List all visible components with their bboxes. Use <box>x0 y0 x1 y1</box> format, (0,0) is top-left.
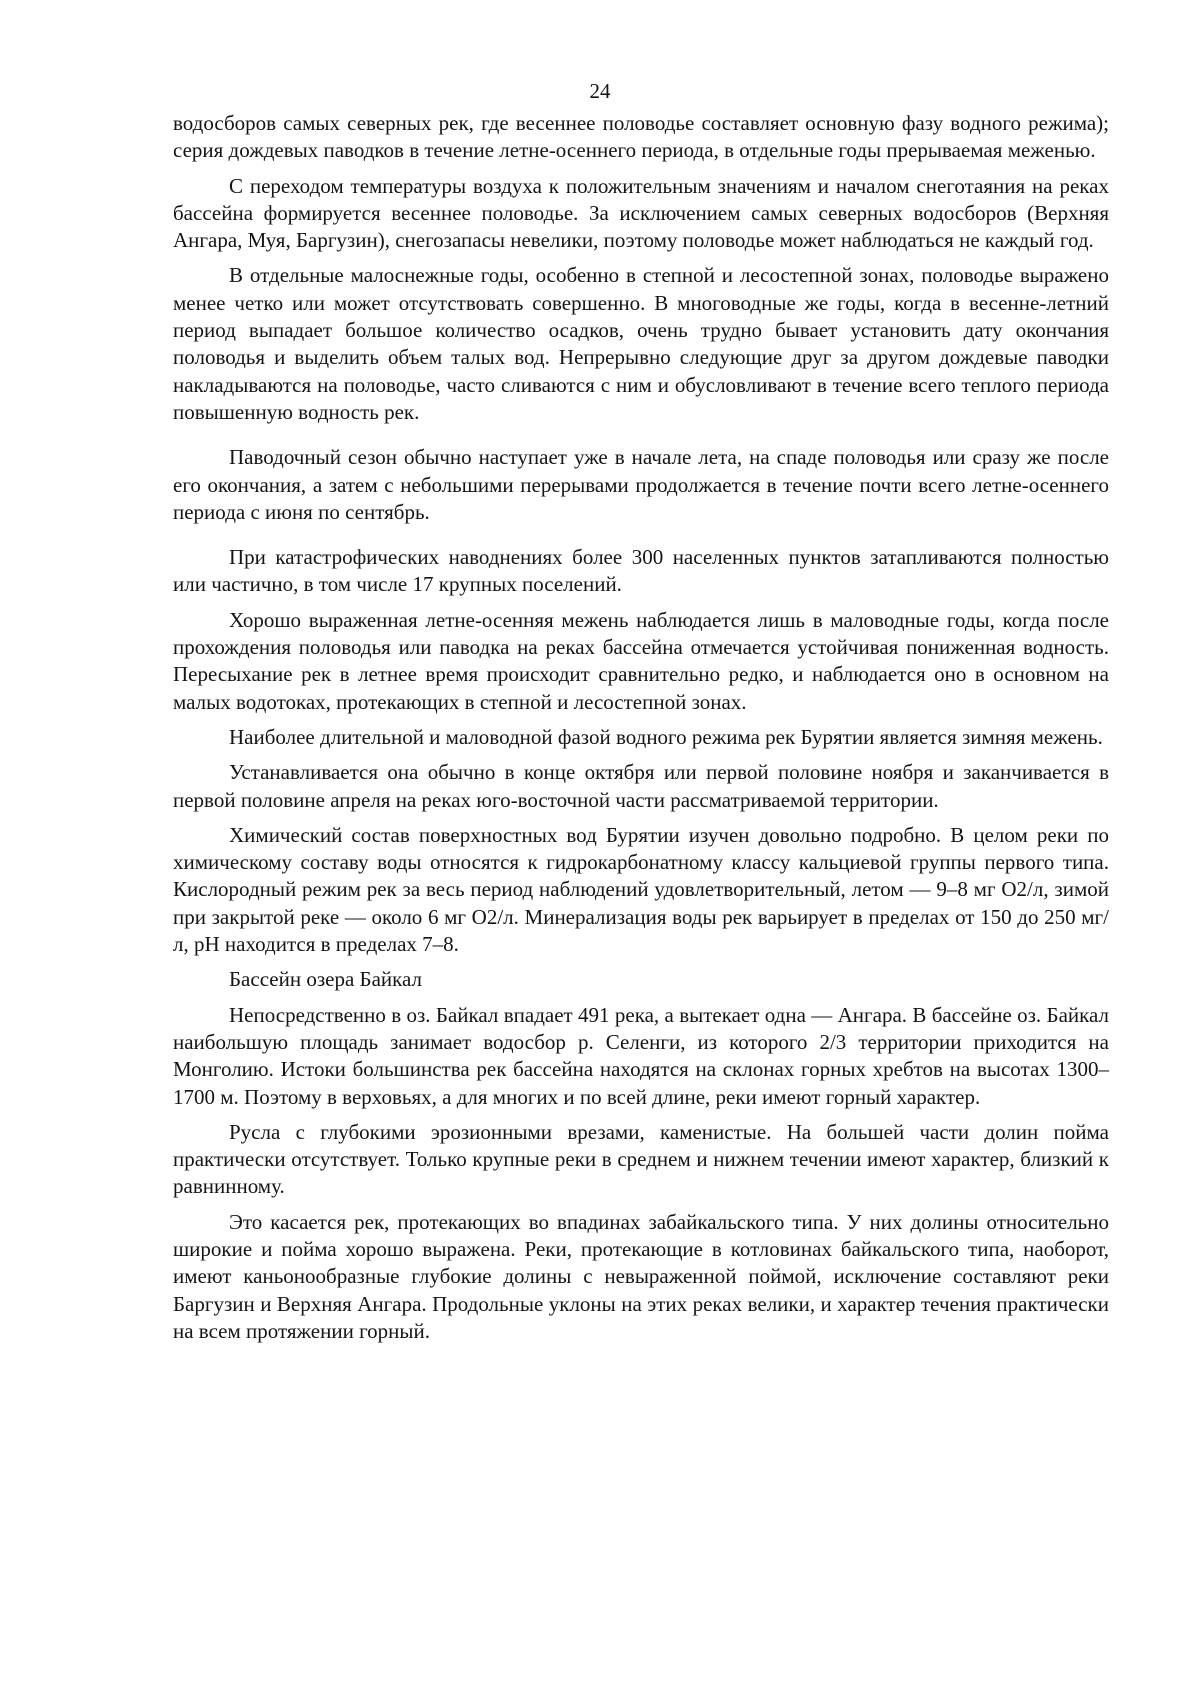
paragraph-spring-flood: С переходом температуры воздуха к положительным значениям и началом снеготаяния на реках бассейна формируется весеннее половодье. За исключением самых северных водосборов (Верхняя Ангара, Муя, Баргузин), снегозапасы невелики, поэтому половодье может наблюдаться не каждый год. <box>173 173 1109 253</box>
paragraph-catastrophic-floods: При катастрофических наводнениях более 300 населенных пунктов затапливаются полностью или частично, в том числе 17 крупных поселений. <box>173 545 1109 597</box>
paragraph-winter-onset: Устанавливается она обычно в конце октября или первой половине ноября и заканчивается в первой половине апреля на реках юго-восточной части рассматриваемой территории. <box>173 760 1109 812</box>
paragraph-chemical-composition: Химический состав поверхностных вод Бурятии изучен довольно подробно. В целом реки по химическому составу воды относятся к гидрокарбонатному классу кальциевой группы первого типа. Кислородный режим рек за весь период наблюдений удовлетворительный, летом — 9–8 мг О2/л, зимой при закрытой реке — около 6 мг О2/л. Минерализация воды рек варьирует в пределах от 150 до 250 мг/л, pH находится в пределах 7–8. <box>173 822 1109 957</box>
paragraph-riverbeds: Русла с глубокими эрозионными врезами, каменистые. На большей части долин пойма практически отсутствует. Только крупные реки в среднем и нижнем течении имеют характер, близкий к равнинному. <box>173 1119 1109 1199</box>
paragraph-summer-low-water: Хорошо выраженная летне-осенняя межень наблюдается лишь в маловодные годы, когда после прохождения половодья или паводка на реках бассейна отмечается устойчивая пониженная водность. Пересыхание рек в летнее время происходит сравнительно редко, и наблюдается оно в основном на малых водотоках, протекающих в степной и лесостепной зонах. <box>173 607 1109 714</box>
paragraph-continuation: водосборов самых северных рек, где весеннее половодье составляет основную фазу водного режима); серия дождевых паводков в течение летне-осеннего периода, в отдельные годы прерываемая меженью. <box>173 111 1109 163</box>
paragraph-flood-season: Паводочный сезон обычно наступает уже в начале лета, на спаде половодья или сразу же после его окончания, а затем с небольшими перерывами продолжается в течение почти всего летне-осеннего периода с июня по сентябрь. <box>173 445 1109 524</box>
document-body <box>173 110 1109 1353</box>
paragraph-winter-low-water: Наиболее длительной и маловодной фазой водного режима рек Бурятии является зимняя межень. <box>229 724 1103 749</box>
page-number: 24 <box>589 79 611 103</box>
paragraph-valley-types: Это касается рек, протекающих во впадинах забайкальского типа. У них долины относительно широкие и пойма хорошо выражена. Реки, протекающие в котловинах байкальского типа, наоборот, имеют каньонообразные глубокие долины с невыраженной поймой, исключение составляют реки Баргузин и Верхняя Ангара. Продольные уклоны на этих реках велики, и характер течения практически на всем протяжении горный. <box>173 1209 1109 1343</box>
paragraph-baikal-rivers: Непосредственно в оз. Байкал впадает 491 река, а вытекает одна — Ангара. В бассейне оз. Байкал наибольшую площадь занимает водосбор р. Селенги, из которого 2/3 территории приходится на Монголию. Истоки большинства рек бассейна находятся на склонах горных хребтов на высотах 1300–1700 м. Поэтому в верховьях, а для многих и по всей длине, реки имеют горный характер. <box>173 1002 1109 1109</box>
section-heading-baikal-basin: Бассейн озера Байкал <box>229 967 422 992</box>
paragraph-low-snow-years: В отдельные малоснежные годы, особенно в степной и лесостепной зонах, половодье выражено менее четко или может отсутствовать совершенно. В многоводные же годы, когда в весенне-летний период выпадает большое количество осадков, очень трудно бывает установить дату окончания половодья и выделить объем талых вод. Непрерывно следующие друг за другом дождевые паводки накладываются на половодье, часто сливаются с ним и обусловливают в течение всего теплого периода повышенную водность рек. <box>173 263 1109 424</box>
